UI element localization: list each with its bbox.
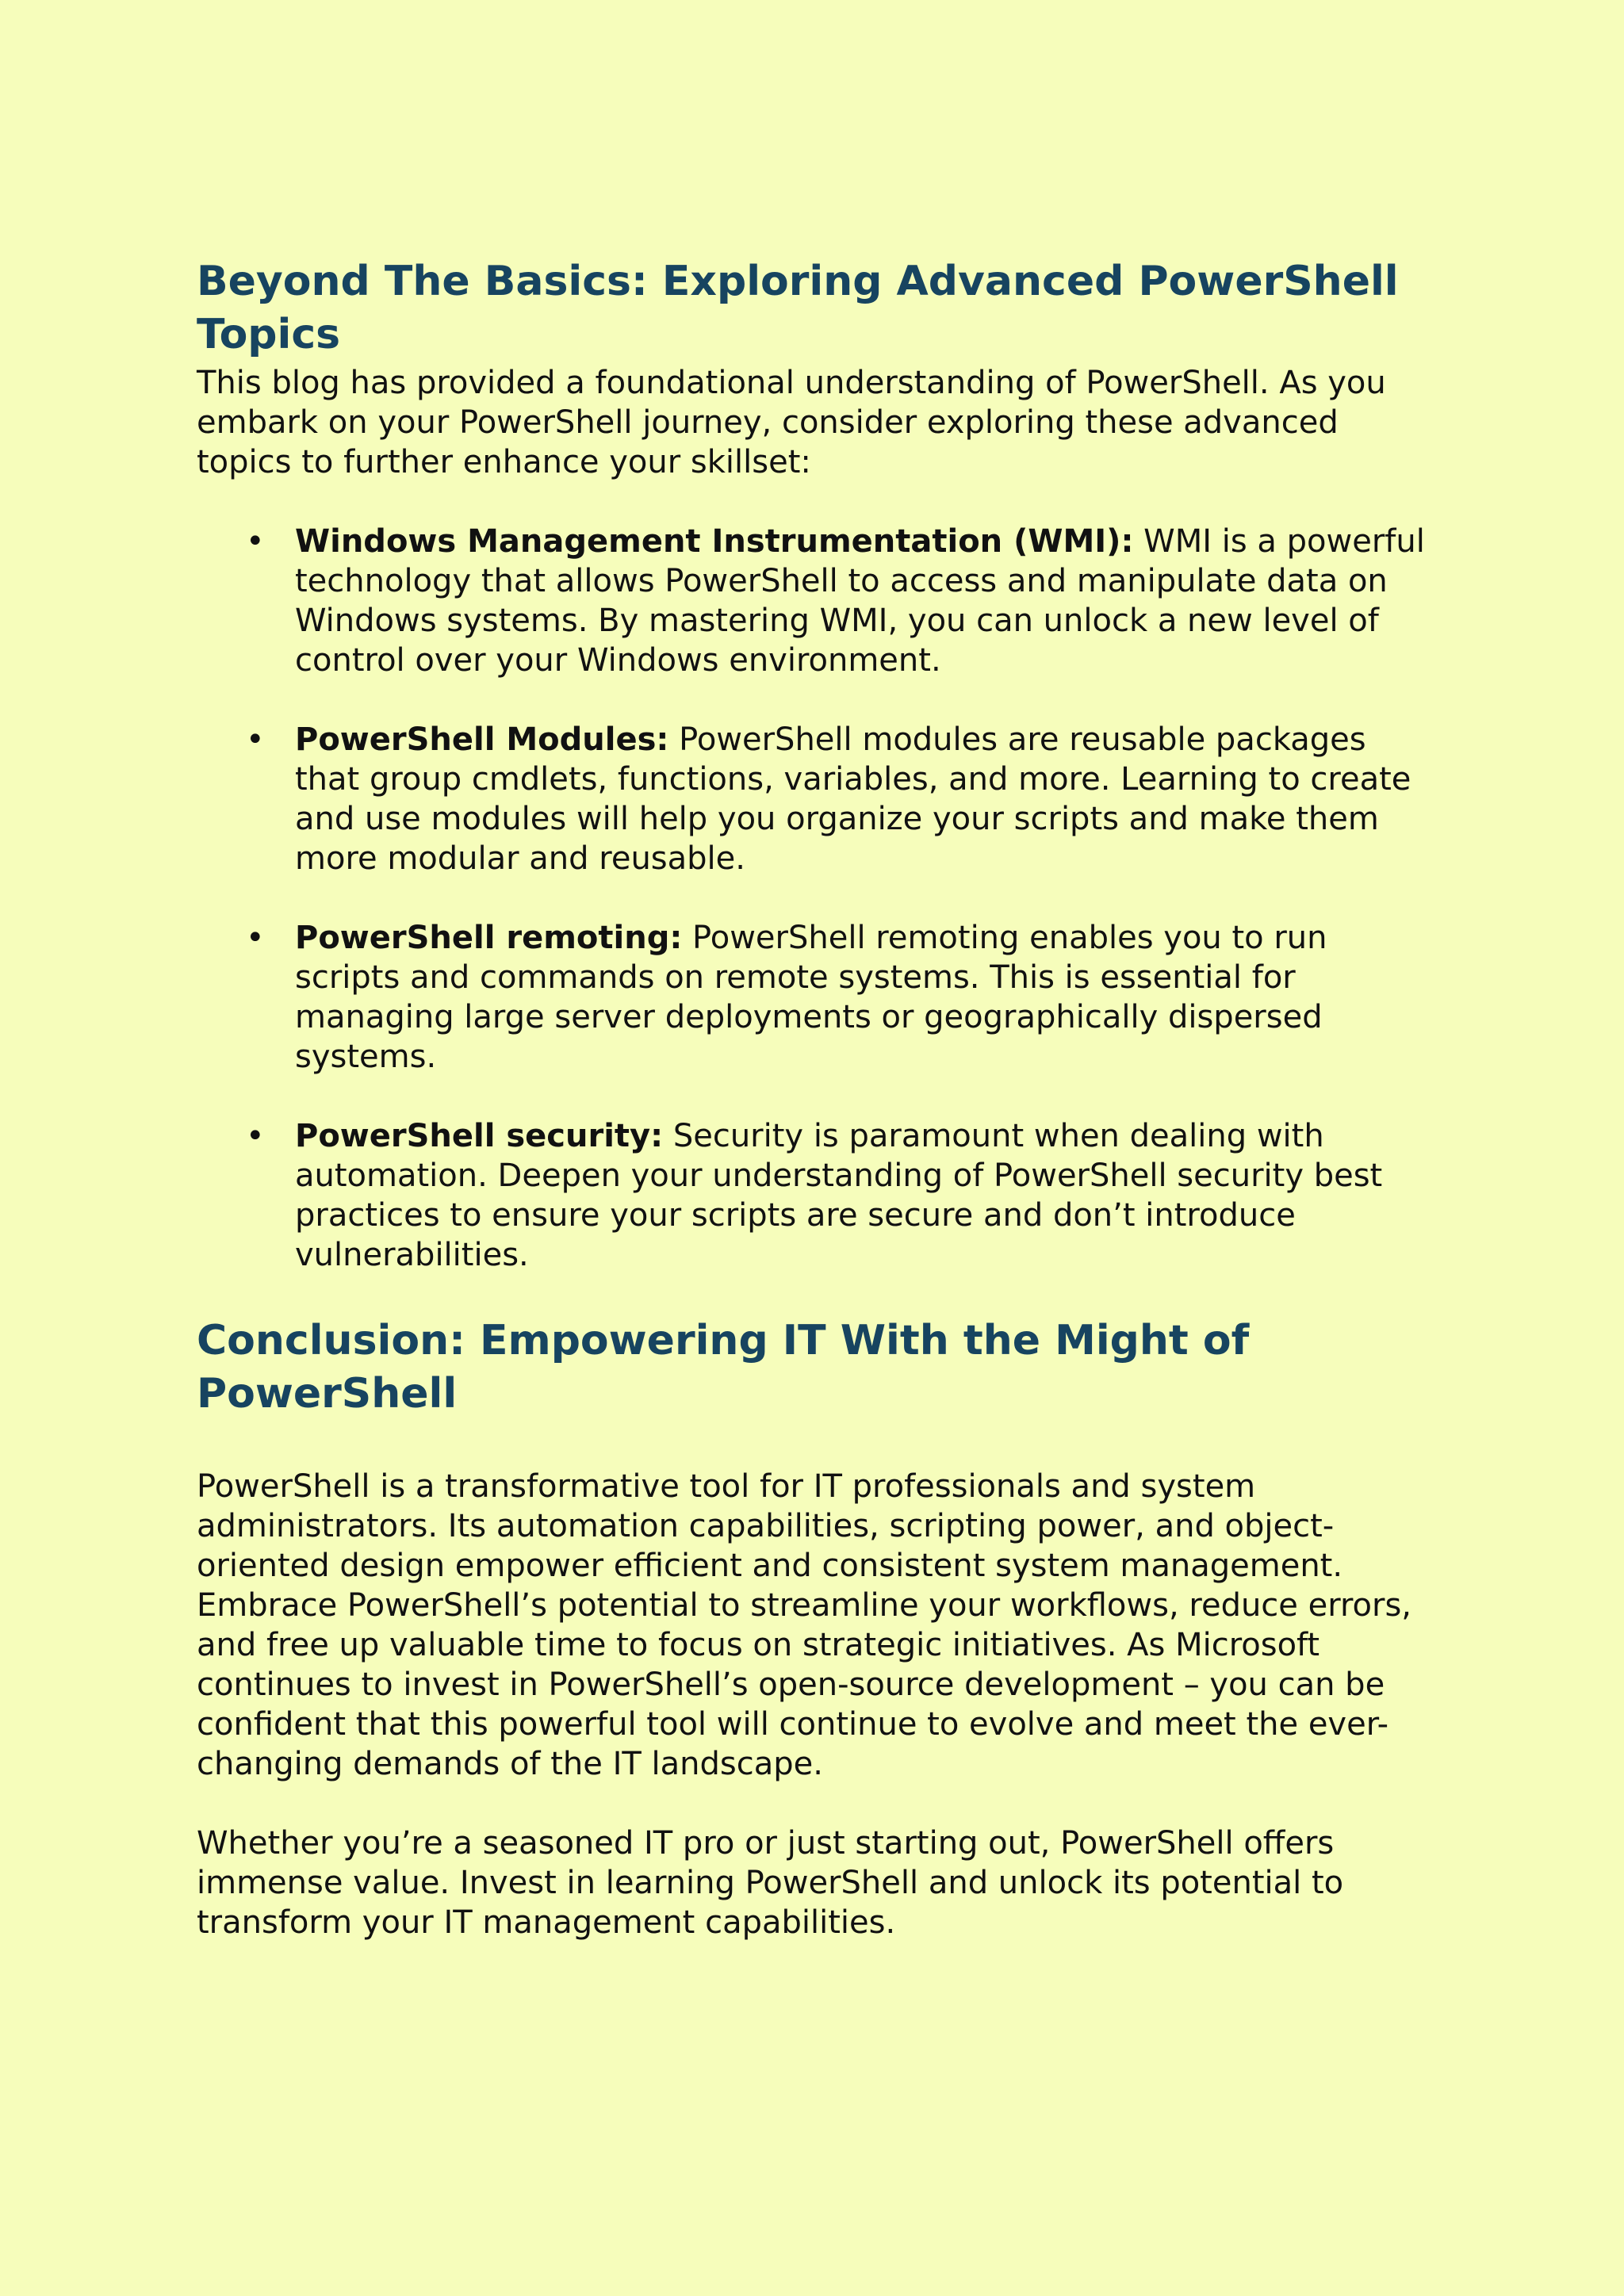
bullet-icon: •	[246, 523, 265, 560]
list-item	[246, 918, 1434, 1077]
topic-description: WMI is a powerful technology that allows PowerShell to access and manipulate data on Windows systems. By mastering WMI, you can unlock a new level of control over your Windows environment.	[295, 523, 1425, 679]
bullet-icon: •	[246, 721, 265, 758]
topic-term: PowerShell security:	[295, 1118, 664, 1154]
topic-term: Windows Management Instrumentation (WMI):	[295, 523, 1134, 560]
advanced-topics-list	[197, 522, 1434, 1275]
intro-paragraph: This blog has provided a foundational understanding of PowerShell. As you embark on your PowerShell journey, consider exploring these advanced topics to further enhance your skillset:	[197, 365, 1386, 480]
conclusion-paragraph-2: Whether you’re a seasoned IT pro or just starting out, PowerShell offers immense value. Invest in learning PowerShell and unlock its potential to transform your IT management capabilities.	[197, 1825, 1344, 1941]
topic-description: PowerShell modules are reusable packages that group cmdlets, functions, variables, and more. Learning to create and use modules will help you organize your scripts and make them more modular and reusable.	[295, 721, 1411, 877]
list-item	[246, 522, 1434, 680]
bullet-icon: •	[246, 1118, 265, 1154]
section-heading-conclusion: Conclusion: Empowering IT With the Might of PowerShell	[197, 1317, 1250, 1418]
topic-term: PowerShell remoting:	[295, 920, 683, 956]
document-page	[197, 255, 1434, 1942]
topic-description: PowerShell remoting enables you to run scripts and commands on remote systems. This is essential for managing large server deployments or geographically dispersed systems.	[295, 920, 1327, 1075]
section-heading-advanced-topics: Beyond The Basics: Exploring Advanced PowerShell Topics	[197, 258, 1399, 358]
conclusion-paragraph-1: PowerShell is a transformative tool for IT professionals and system administrators. Its automation capabilities, scripting power, and object-oriented design empower efficient and consistent system management. Embrace PowerShell’s potential to streamline your workflows, reduce errors, and free up valuable time to focus on strategic initiatives. As Microsoft continues to invest in PowerShell’s open-source development – you can be confident that this powerful tool will continue to evolve and meet the ever-changing demands of the IT landscape.	[197, 1468, 1412, 1782]
list-item	[246, 720, 1434, 878]
topic-term: PowerShell Modules:	[295, 721, 669, 758]
topic-description: Security is paramount when dealing with automation. Deepen your understanding of PowerShell security best practices to ensure your scripts are secure and don’t introduce vulnerabilities.	[295, 1118, 1383, 1273]
bullet-icon: •	[246, 920, 265, 956]
list-item	[246, 1116, 1434, 1275]
